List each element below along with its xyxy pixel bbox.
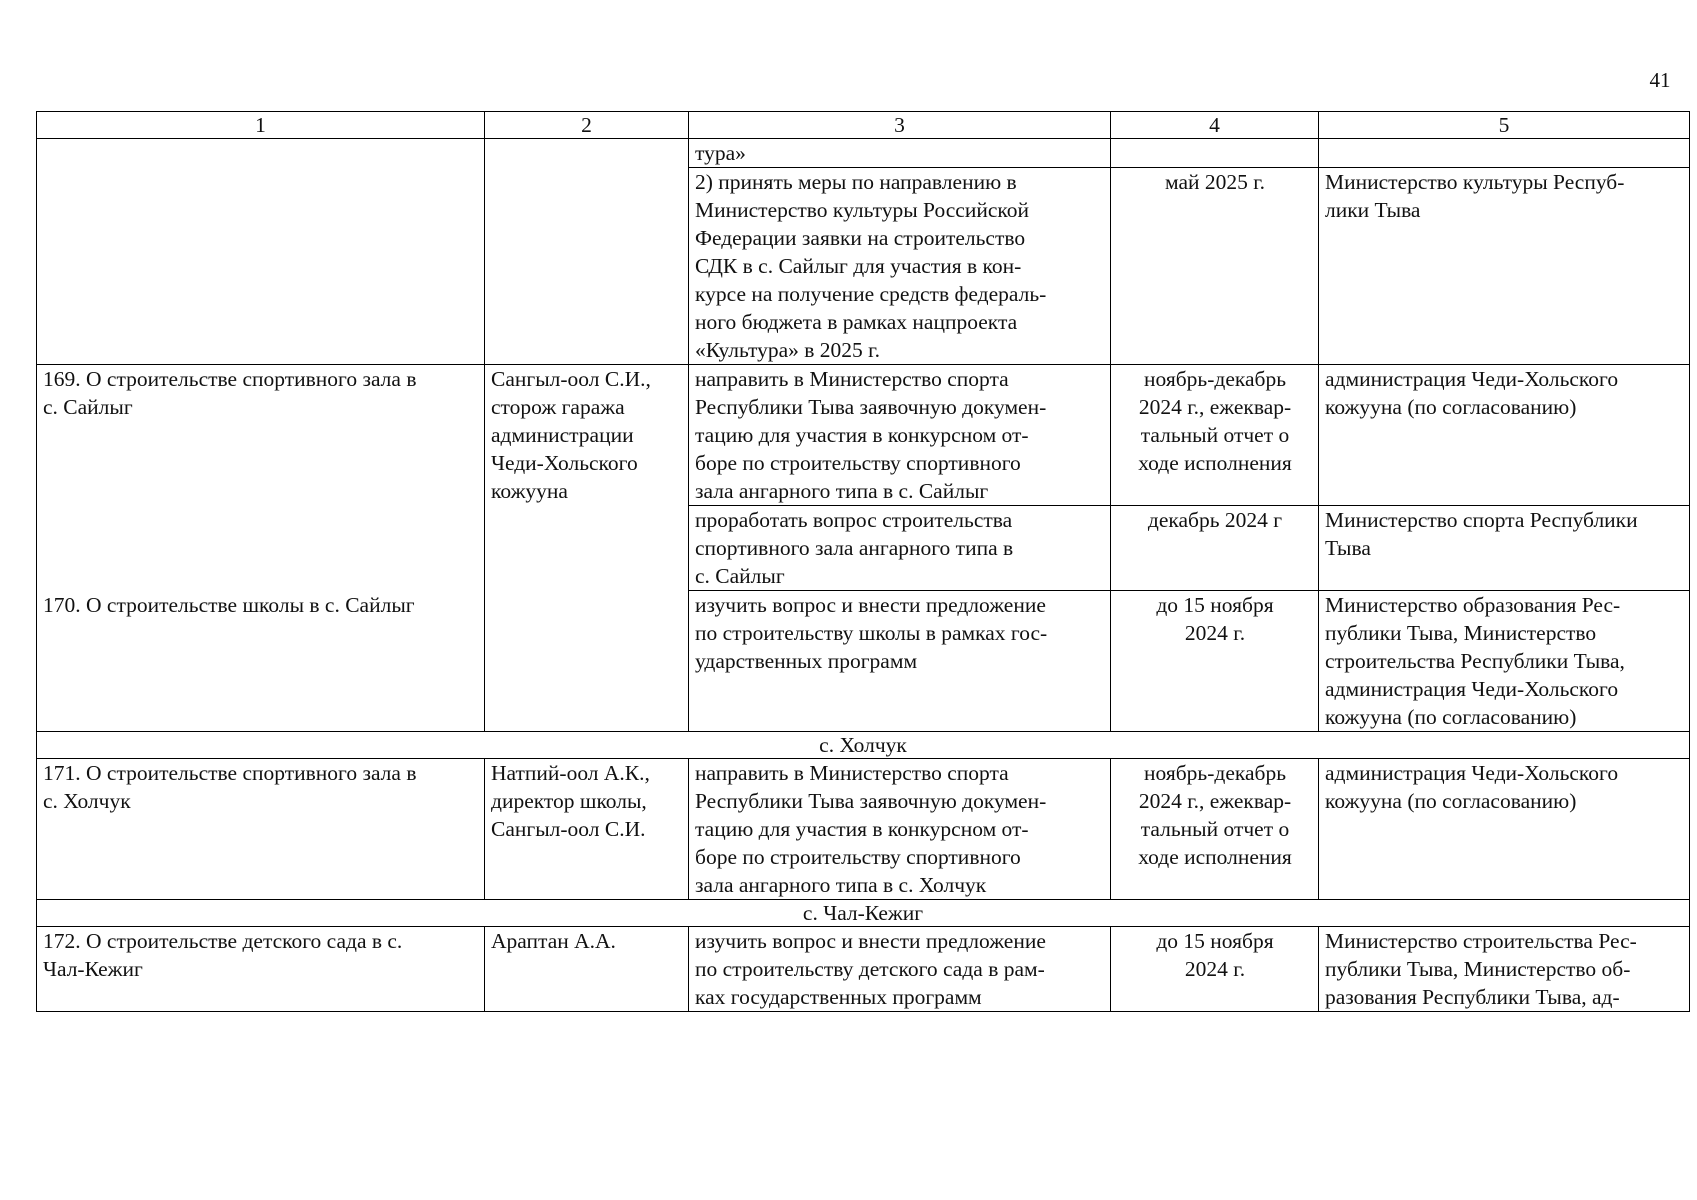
- page-number: 41: [1649, 68, 1671, 92]
- executor: Натпий-оол А.К., директор школы, Сангыл-оол С.И.: [485, 759, 689, 900]
- measure-text: направить в Министерство спорта Республики Тыва заявочную докумен- тацию для участия в конкурсном от- боре по строительству спортивного зала ангарного типа в с. Холчук: [689, 759, 1111, 900]
- cell-empty: [1111, 139, 1319, 168]
- issue-text: 169. О строительстве спортивного зала в с. Сайлыг: [37, 365, 485, 591]
- executor: Сангыл-оол С.И., сторож гаража администрации Чеди-Хольского кожууна: [485, 365, 689, 732]
- responsible: Министерство строительства Рес- публики Тыва, Министерство об- разования Республики Тыва, ад-: [1319, 927, 1690, 1012]
- deadline: до 15 ноября 2024 г.: [1111, 591, 1319, 732]
- measure-text: изучить вопрос и внести предложение по строительству школы в рамках гос- ударственных программ: [689, 591, 1111, 732]
- issue-text: 170. О строительстве школы в с. Сайлыг: [37, 591, 485, 732]
- header-col-2: 2: [485, 112, 689, 139]
- measure-text: проработать вопрос строительства спортивного зала ангарного типа в с. Сайлыг: [689, 506, 1111, 591]
- issue-text: 172. О строительстве детского сада в с. Чал-Кежиг: [37, 927, 485, 1012]
- table-row: [37, 927, 1690, 1012]
- table-row: [37, 759, 1690, 900]
- header-col-5: 5: [1319, 112, 1690, 139]
- measure-text: направить в Министерство спорта Республики Тыва заявочную докумен- тацию для участия в конкурсном от- боре по строительству спортивного зала ангарного типа в с. Сайлыг: [689, 365, 1111, 506]
- measures-table: [36, 111, 1690, 1012]
- table-row: [37, 591, 1690, 732]
- table-row: [37, 139, 1690, 168]
- table-row: [37, 365, 1690, 506]
- cell-empty: [485, 139, 689, 365]
- deadline: ноябрь-декабрь 2024 г., ежеквар- тальный отчет о ходе исполнения: [1111, 759, 1319, 900]
- header-col-3: 3: [689, 112, 1111, 139]
- cell-empty: [37, 139, 485, 365]
- cell-empty: [1319, 139, 1690, 168]
- deadline: ноябрь-декабрь 2024 г., ежеквар- тальный отчет о ходе исполнения: [1111, 365, 1319, 506]
- responsible: администрация Чеди-Хольского кожууна (по согласованию): [1319, 759, 1690, 900]
- responsible: администрация Чеди-Хольского кожууна (по согласованию): [1319, 365, 1690, 506]
- header-col-1: 1: [37, 112, 485, 139]
- section-title: с. Чал-Кежиг: [37, 900, 1690, 927]
- executor: Араптан А.А.: [485, 927, 689, 1012]
- section-row: [37, 732, 1690, 759]
- measure-continuation: тура»: [689, 139, 1111, 168]
- measure-text: изучить вопрос и внести предложение по строительству детского сада в рам- ках государственных программ: [689, 927, 1111, 1012]
- responsible: Министерство образования Рес- публики Тыва, Министерство строительства Республики Тыва, администрация Чеди-Хольского кожууна (по согласованию): [1319, 591, 1690, 732]
- responsible: Министерство спорта Республики Тыва: [1319, 506, 1690, 591]
- responsible: Министерство культуры Респуб- лики Тыва: [1319, 168, 1690, 365]
- deadline: май 2025 г.: [1111, 168, 1319, 365]
- deadline: до 15 ноября 2024 г.: [1111, 927, 1319, 1012]
- deadline: декабрь 2024 г: [1111, 506, 1319, 591]
- header-col-4: 4: [1111, 112, 1319, 139]
- header-row: [37, 112, 1690, 139]
- measure-text: 2) принять меры по направлению в Министерство культуры Российской Федерации заявки на строительство СДК в с. Сайлыг для участия в кон- курсе на получение средств федераль- ного бюджета в рамках нацпроекта «Культура» в 2025 г.: [689, 168, 1111, 365]
- issue-text: 171. О строительстве спортивного зала в с. Холчук: [37, 759, 485, 900]
- section-row: [37, 900, 1690, 927]
- section-title: с. Холчук: [37, 732, 1690, 759]
